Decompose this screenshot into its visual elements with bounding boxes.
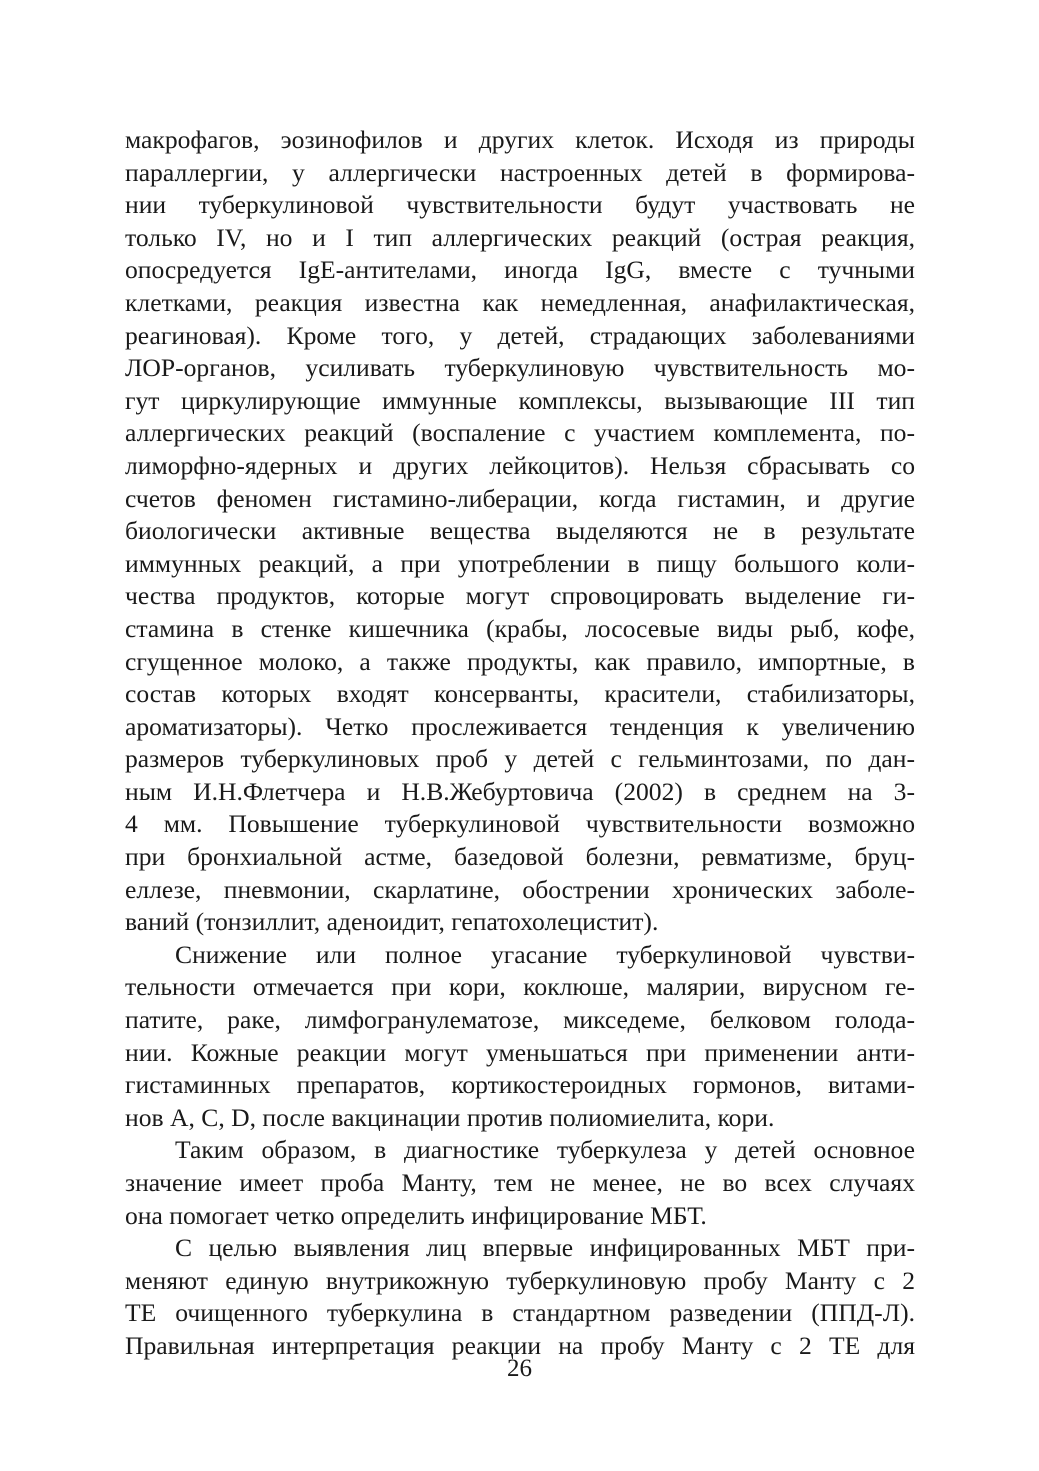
text-line: размеров туберкулиновых проб у детей с гельминтозами, по дан- (125, 744, 915, 774)
text-line: Правильная интерпретация реакции на пробу Манту с 2 ТЕ для (125, 1330, 915, 1360)
text-line: ароматизаторы). Четко прослеживается тенденция к увеличению (125, 711, 915, 741)
text-line: нии туберкулиновой чувствительности будут участвовать не (125, 190, 915, 220)
text-line: гистаминных препаратов, кортикостероидных гормонов, витами- (125, 1070, 915, 1100)
text-line: нии. Кожные реакции могут уменьшаться при применении анти- (125, 1037, 915, 1067)
paragraph (125, 124, 915, 939)
text-line: только IV, но и I тип аллергических реакций (острая реакция, (125, 222, 915, 252)
text-line: клетками, реакция известна как немедленная, анафилактическая, (125, 287, 915, 317)
text-line: иммунных реакций, а при употреблении в пищу большого коли- (125, 548, 915, 578)
text-line: нов A, C, D, после вакцинации против полиомиелита, кори. (125, 1102, 775, 1132)
text-line: ваний (тонзиллит, аденоидит, гепатохолецистит). (125, 907, 659, 937)
text-line: макрофагов, эозинофилов и других клеток. Исходя из природы (125, 125, 915, 154)
paragraph (125, 1232, 915, 1362)
text-line: состав которых входят консерванты, красители, стабилизаторы, (125, 679, 915, 709)
text-line: биологически активные вещества выделяются не в результате (125, 516, 915, 546)
text-line: гут циркулирующие иммунные комплексы, вызывающие III тип (125, 385, 915, 415)
text-line: Таким образом, в диагностике туберкулеза у детей основное (175, 1135, 915, 1165)
text-line: аллергических реакций (воспаление с участием комплемента, по- (125, 418, 915, 448)
text-line: С целью выявления лиц впервые инфицированных МБТ при- (175, 1233, 915, 1263)
text-line: Снижение или полное угасание туберкулиновой чувстви- (175, 939, 915, 969)
text-line: реагиновая). Кроме того, у детей, страдающих заболеваниями (125, 320, 915, 350)
text-line: чества продуктов, которые могут спровоцировать выделение ги- (125, 581, 915, 611)
paragraph (125, 939, 915, 1135)
text-line: ТЕ очищенного туберкулина в стандартном разведении (ППД-Л). (125, 1298, 915, 1328)
text-line: 4 мм. Повышение туберкулиновой чувствительности возможно (125, 809, 915, 839)
text-line: при бронхиальной астме, базедовой болезни, ревматизме, бруц- (125, 842, 915, 872)
text-line: еллезе, пневмонии, скарлатине, обострении хронических заболе- (125, 874, 915, 904)
text-line: опосредуется IgE-антителами, иногда IgG, вместе с тучными (125, 255, 915, 285)
text-line: патите, раке, лимфогранулематозе, микседеме, белковом голода- (125, 1005, 915, 1035)
text-line: счетов феномен гистамино-либерации, когда гистамин, и другие (125, 483, 915, 513)
text-line: лиморфно-ядерных и других лейкоцитов). Нельзя сбрасывать со (125, 450, 915, 480)
text-line: сгущенное молоко, а также продукты, как правило, импортные, в (125, 646, 915, 676)
body-text (125, 124, 915, 1363)
text-line: тельности отмечается при кори, коклюше, малярии, вирусном ге- (125, 972, 915, 1002)
text-line: стамина в стенке кишечника (крабы, лососевые виды рыб, кофе, (125, 613, 915, 643)
text-line: параллергии, у аллергически настроенных детей в формирова- (125, 157, 915, 187)
text-line: она помогает четко определить инфицирование МБТ. (125, 1200, 707, 1230)
page-number: 26 (507, 1355, 532, 1382)
paragraph (125, 1134, 915, 1232)
text-line: значение имеет проба Манту, тем не менее, не во всех случаях (125, 1168, 915, 1197)
text-line: ЛОР-органов, усиливать туберкулиновую чувствительность мо- (125, 353, 915, 383)
text-line: меняют единую внутрикожную туберкулиновую пробу Манту с 2 (125, 1265, 915, 1295)
text-line: ным И.Н.Флетчера и Н.В.Жебуртовича (2002) в среднем на 3- (125, 776, 915, 806)
